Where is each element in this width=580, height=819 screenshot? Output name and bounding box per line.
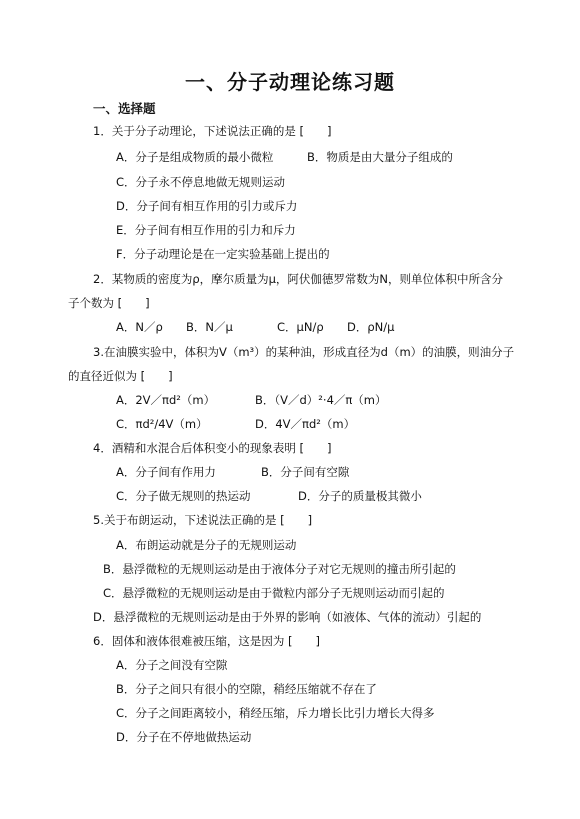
question-2-option-b: B．N／μ <box>186 320 233 334</box>
question-2-options <box>0 320 580 334</box>
question-1-option-b: B．物质是由大量分子组成的 <box>307 150 453 164</box>
question-2-stem-line-1: 2．某物质的密度为ρ，摩尔质量为μ，阿伏伽德罗常数为N，则单位体积中所含分 <box>93 272 504 286</box>
question-4-option-d: D．分子的质量极其微小 <box>298 489 422 503</box>
question-4-options-row-1 <box>0 465 580 479</box>
question-1-stem: 1．关于分子动理论，下述说法正确的是 [ ] <box>93 124 332 138</box>
section-heading: 一、选择题 <box>93 101 156 116</box>
question-6-option-c: C．分子之间距离较小，稍经压缩，斥力增长比引力增长大得多 <box>116 706 435 720</box>
question-6-option-a: A．分子之间没有空隙 <box>116 658 228 672</box>
question-5-option-d: D．悬浮微粒的无规则运动是由于外界的影响（如液体、气体的流动）引起的 <box>93 610 482 624</box>
question-6-stem: 6．固体和液体很难被压缩，这是因为 [ ] <box>93 634 320 648</box>
question-2-option-a: A．N／ρ <box>116 320 163 334</box>
question-3-stem-line-1: 3.在油膜实验中，体积为V（m³）的某种油，形成直径为d（m）的油膜，则油分子 <box>93 345 515 359</box>
question-3-option-d: D．4V／πd²（m） <box>255 417 356 431</box>
question-2-option-c: C．μN/ρ <box>277 320 324 334</box>
question-4-option-b: B．分子间有空隙 <box>261 465 350 479</box>
question-3-option-b: B．（V／d）²·4／π（m） <box>255 393 387 407</box>
question-1-option-c: C．分子永不停息地做无规则运动 <box>116 175 286 189</box>
question-4-option-c: C．分子做无规则的热运动 <box>116 489 251 503</box>
question-1-option-d: D．分子间有相互作用的引力或斥力 <box>116 199 298 213</box>
question-4-options-row-2 <box>0 489 580 503</box>
question-3-option-a: A．2V／πd²（m） <box>116 393 216 407</box>
question-2-stem-line-2: 子个数为 [ ] <box>68 296 150 310</box>
question-1-option-a: A．分子是组成物质的最小微粒 <box>116 150 274 164</box>
question-3-stem-line-2: 的直径近似为 [ ] <box>68 369 173 383</box>
question-5-option-a: A．布朗运动就是分子的无规则运动 <box>116 538 297 552</box>
question-1-option-f: F．分子动理论是在一定实验基础上提出的 <box>116 247 330 261</box>
question-6-option-d: D．分子在不停地做热运动 <box>116 730 252 744</box>
question-5-option-b: B．悬浮微粒的无规则运动是由于液体分子对它无规则的撞击所引起的 <box>103 562 456 576</box>
question-6-option-b: B．分子之间只有很小的空隙，稍经压缩就不存在了 <box>116 682 377 696</box>
question-3-options-row-1 <box>0 393 580 407</box>
question-1-option-e: E．分子间有相互作用的引力和斥力 <box>116 223 296 237</box>
question-5-stem: 5.关于布朗运动，下述说法正确的是 [ ] <box>93 513 313 527</box>
question-2-option-d: D．ρN/μ <box>347 320 395 334</box>
question-4-stem: 4．酒精和水混合后体积变小的现象表明 [ ] <box>93 441 332 455</box>
question-1-options-row-1 <box>0 150 580 164</box>
question-3-options-row-2 <box>0 417 580 431</box>
question-5-option-c: C．悬浮微粒的无规则运动是由于微粒内部分子无规则运动而引起的 <box>103 586 445 600</box>
question-4-option-a: A．分子间有作用力 <box>116 465 216 479</box>
page-title: 一、分子动理论练习题 <box>185 70 395 94</box>
question-3-option-c: C．πd²/4V（m） <box>116 417 208 431</box>
